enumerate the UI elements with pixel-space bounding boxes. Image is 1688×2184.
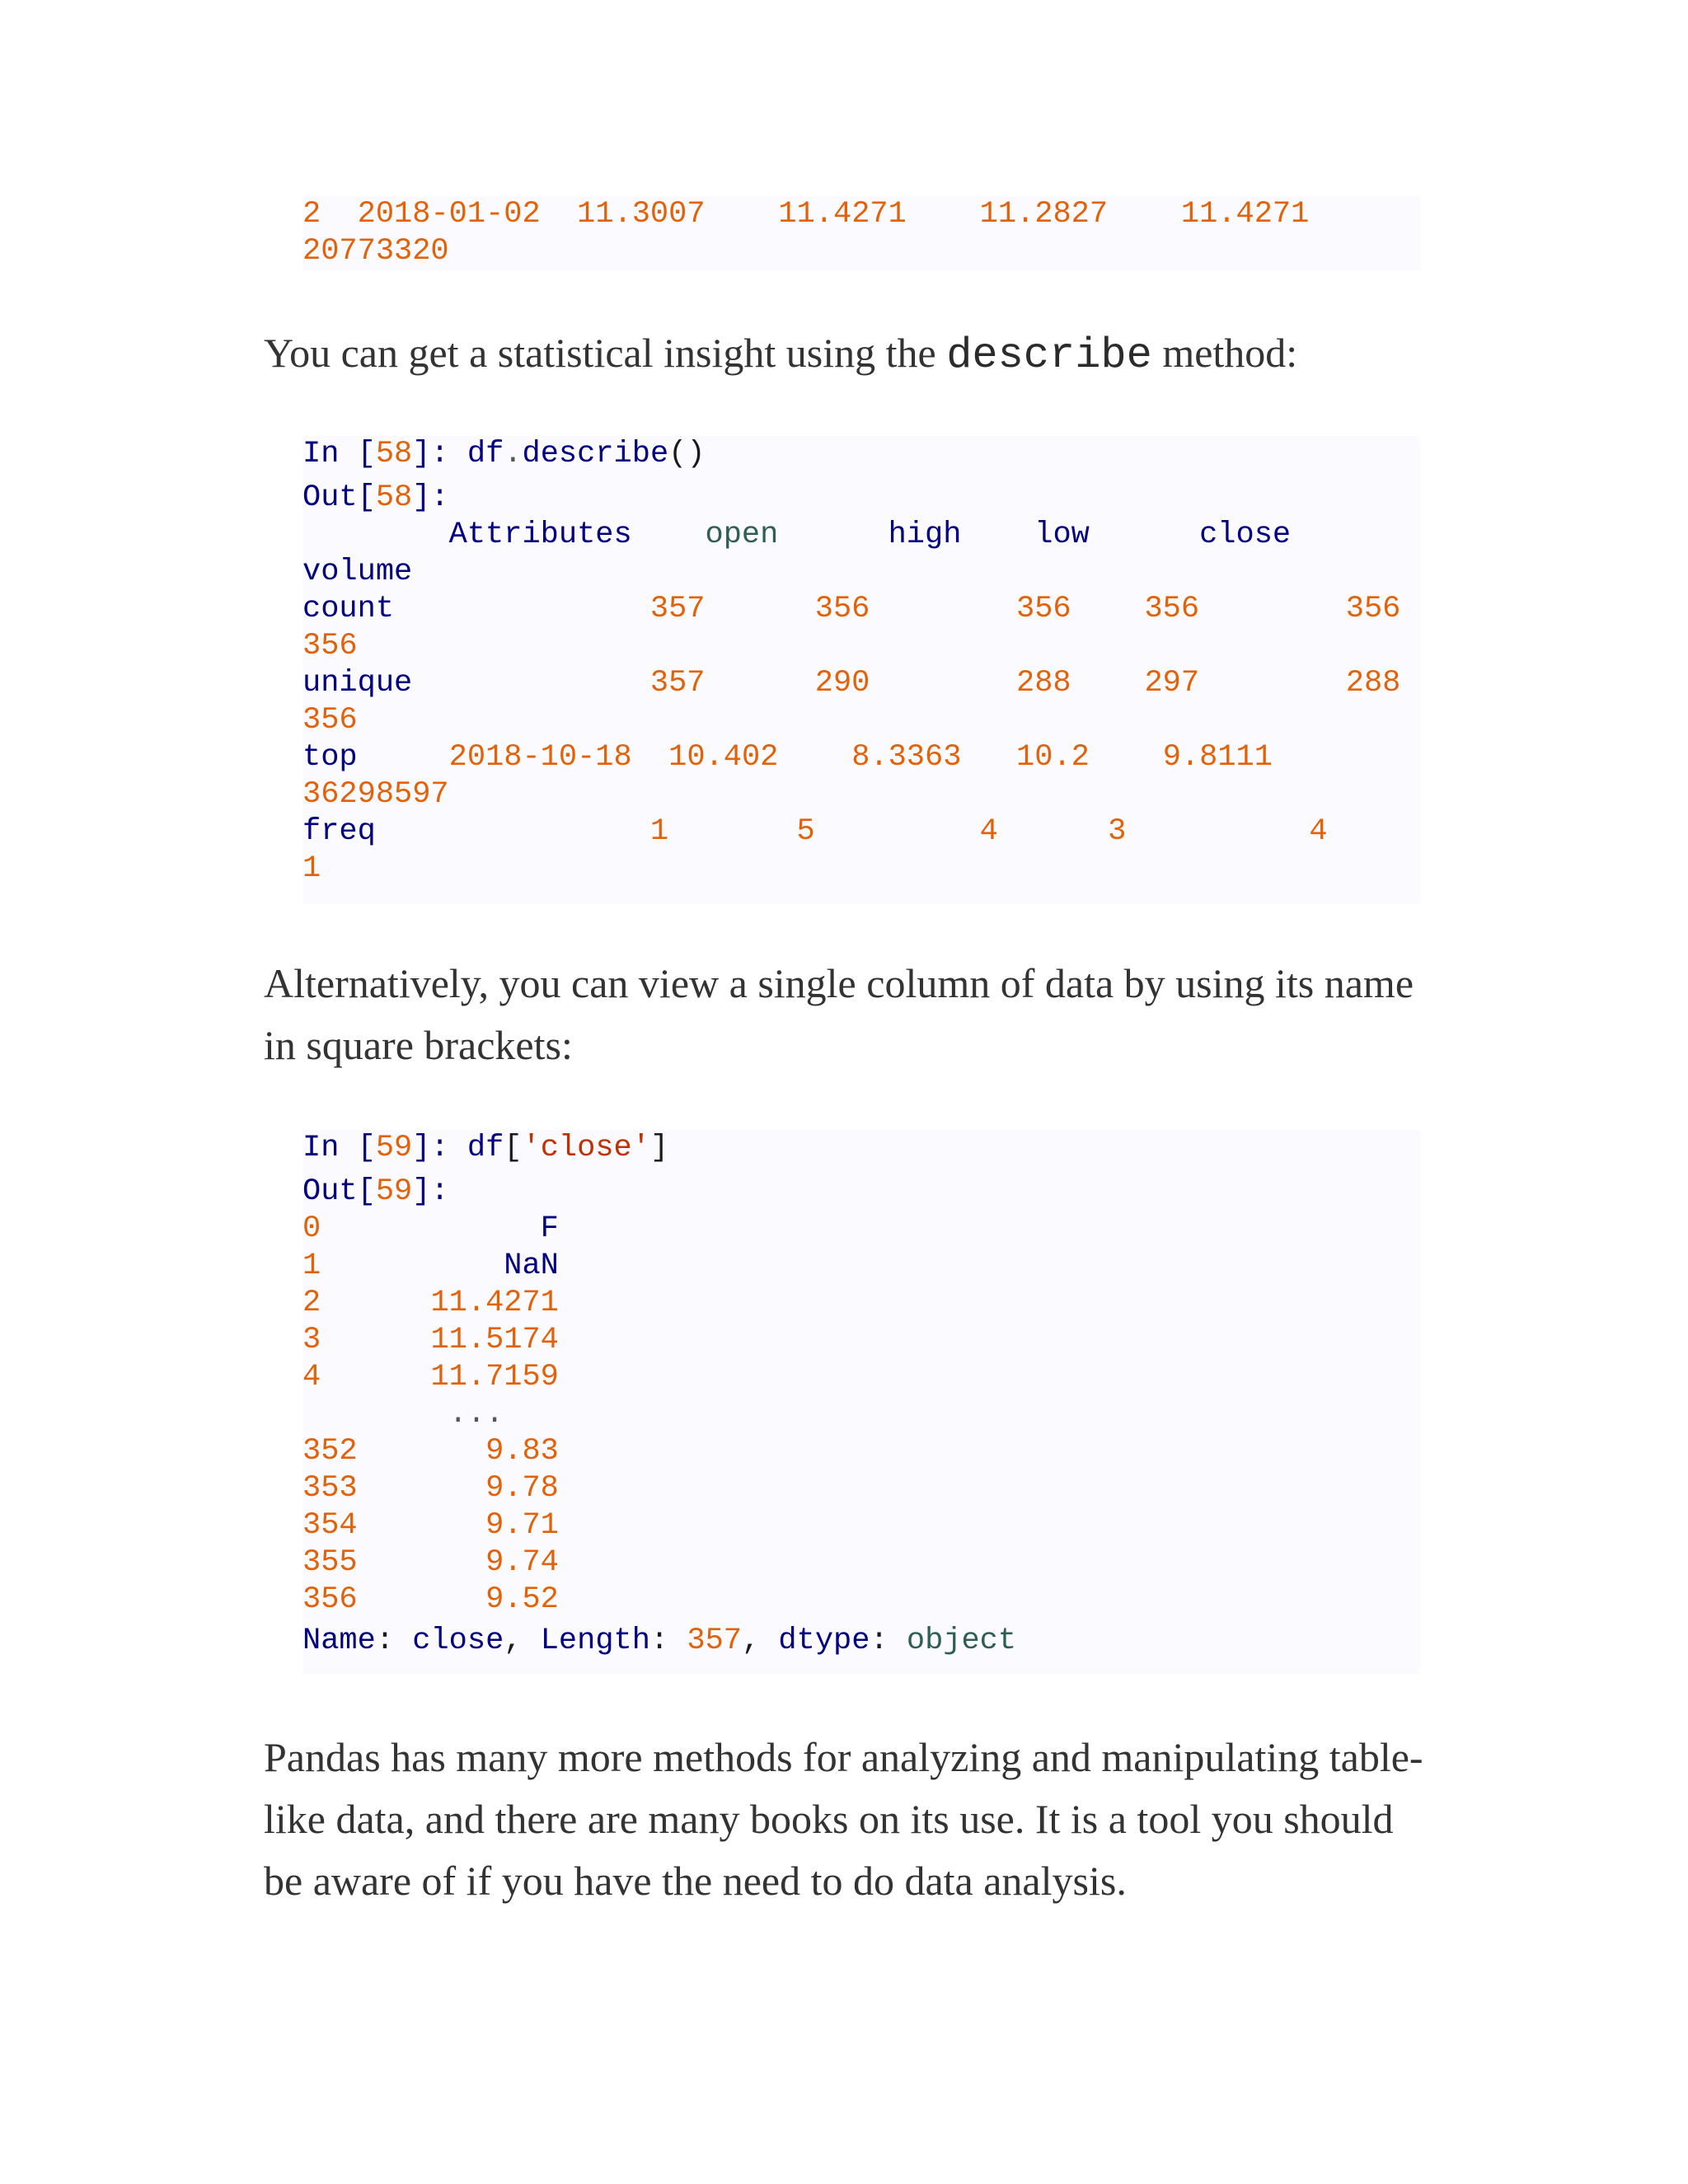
row-open: 11.3007 bbox=[577, 197, 706, 232]
code-block-dataframe-tail bbox=[302, 196, 1420, 270]
table-row: count 357 356 356 356 356 bbox=[302, 592, 1401, 626]
code-block-column-select bbox=[302, 1130, 1420, 1674]
code-line bbox=[302, 233, 1420, 270]
row-index: 2 bbox=[302, 197, 321, 232]
table-row-wrap: 356 bbox=[302, 703, 358, 738]
code-line bbox=[302, 196, 1420, 233]
table-row-wrap: 356 bbox=[302, 629, 358, 663]
paragraph-describe-intro: You can get a statistical insight using the describe method: bbox=[264, 330, 1298, 380]
series-row: 0 F bbox=[302, 1212, 559, 1246]
series-row: 353 9.78 bbox=[302, 1471, 559, 1506]
input-line: In [59]: df['close'] bbox=[302, 1131, 669, 1165]
code-block-describe bbox=[302, 436, 1420, 904]
row-date: 2018-01-02 bbox=[357, 197, 541, 232]
series-row: 355 9.74 bbox=[302, 1545, 559, 1580]
table-row-wrap: 36298597 bbox=[302, 777, 449, 812]
row-low: 11.2827 bbox=[979, 197, 1109, 232]
series-row: 1 NaN bbox=[302, 1249, 559, 1283]
table-row: freq 1 5 4 3 4 bbox=[302, 814, 1328, 849]
series-footer: Name: close, Length: 357, dtype: object bbox=[302, 1624, 1017, 1658]
table-row-wrap: 1 bbox=[302, 851, 321, 886]
row-volume: 20773320 bbox=[302, 234, 449, 269]
table-header: Attributes open high low close bbox=[448, 518, 1292, 552]
input-line: In [58]: df.describe() bbox=[302, 437, 706, 471]
output-prompt-line: Out[58]: bbox=[302, 480, 449, 515]
row-close: 11.4271 bbox=[1180, 197, 1310, 232]
inline-code-describe: describe bbox=[946, 331, 1152, 380]
paragraph-pandas-summary: Pandas has many more methods for analyzing and manipulating table-like data, and there are many books on its use. It is a tool you should be aware of if you have the need to do data analysis. bbox=[264, 1734, 1423, 1904]
output-prompt-line: Out[59]: bbox=[302, 1174, 449, 1209]
table-row: unique 357 290 288 297 288 bbox=[302, 666, 1401, 701]
series-row: 356 9.52 bbox=[302, 1582, 559, 1617]
row-high: 11.4271 bbox=[778, 197, 907, 232]
table-row: top 2018-10-18 10.402 8.3363 10.2 9.8111 bbox=[302, 740, 1273, 775]
series-row: 2 11.4271 bbox=[302, 1286, 559, 1320]
series-row: 4 11.7159 bbox=[302, 1360, 559, 1394]
series-row: 354 9.71 bbox=[302, 1508, 559, 1543]
paragraph-single-column: Alternatively, you can view a single column of data by using its name in square brackets: bbox=[264, 960, 1414, 1068]
table-header-wrap: volume bbox=[302, 555, 413, 589]
series-row: 3 11.5174 bbox=[302, 1323, 559, 1357]
series-ellipsis: ... bbox=[448, 1397, 504, 1432]
series-row: 352 9.83 bbox=[302, 1434, 559, 1469]
